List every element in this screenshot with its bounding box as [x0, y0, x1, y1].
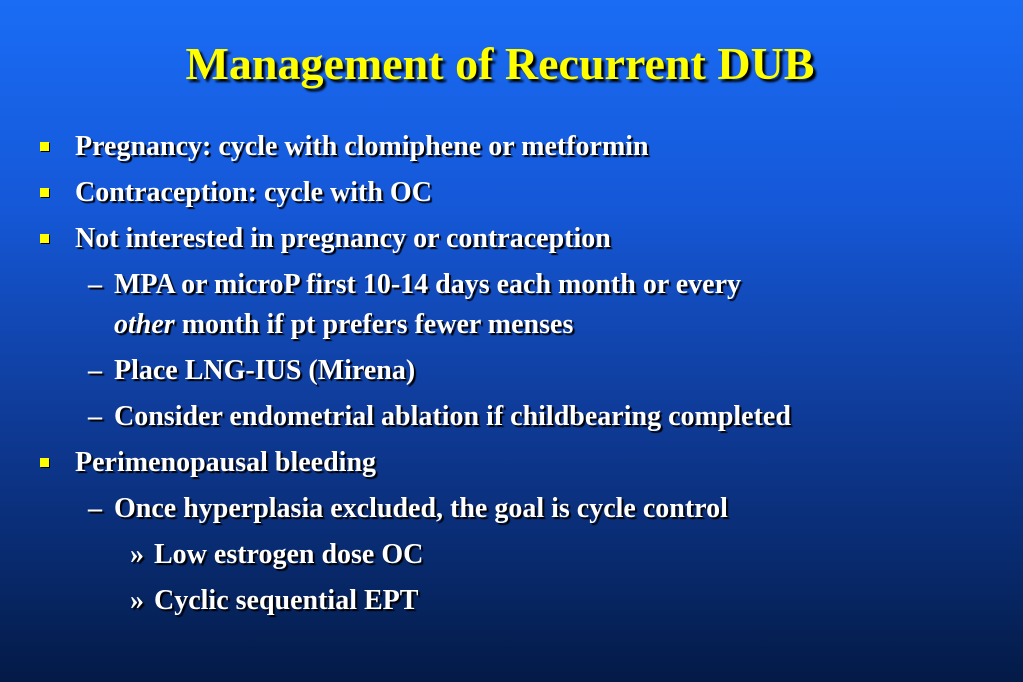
sub-bullet-text: Place LNG-IUS (Mirena): [114, 355, 416, 386]
sub-bullet-text: Once hyperplasia excluded, the goal is cycle control: [114, 493, 728, 524]
sub-sub-bullet-item: [36, 581, 996, 621]
bullet-list: [36, 127, 996, 627]
square-bullet-icon: [40, 234, 49, 243]
bullet-text: Perimenopausal bleeding: [75, 447, 377, 478]
sub-bullet-item: [36, 351, 996, 391]
bullet-text: Contraception: cycle with OC: [75, 177, 432, 208]
bullet-text: Not interested in pregnancy or contraception: [75, 223, 611, 254]
sub-bullet-item: [36, 265, 996, 345]
sub-bullet-item: [36, 397, 996, 437]
sub-bullet-item: [36, 489, 996, 529]
sub-bullet-text-rest: month if pt prefers fewer menses: [174, 309, 574, 340]
slide-title: Management of Recurrent DUB: [185, 38, 815, 89]
dash-marker: –: [88, 355, 102, 386]
dash-marker: –: [88, 401, 102, 432]
sub-bullet-text: Consider endometrial ablation if childbearing completed: [114, 401, 791, 432]
bullet-item: [36, 127, 996, 167]
raquo-marker: »: [130, 585, 144, 616]
bullet-text: Pregnancy: cycle with clomiphene or metformin: [75, 131, 649, 162]
square-bullet-icon: [40, 458, 49, 467]
sub-sub-bullet-text: Cyclic sequential EPT: [154, 585, 419, 616]
bullet-item: [36, 219, 996, 259]
raquo-marker: »: [130, 539, 144, 570]
italic-emphasis: other: [114, 309, 175, 340]
dash-marker: –: [88, 269, 102, 300]
bullet-item: [36, 443, 996, 483]
bullet-item: [36, 173, 996, 213]
sub-sub-bullet-item: [36, 535, 996, 575]
square-bullet-icon: [40, 188, 49, 197]
sub-bullet-text: [114, 265, 996, 345]
sub-bullet-text-line1: MPA or microP first 10-14 days each month or every: [114, 269, 742, 300]
sub-sub-bullet-text: Low estrogen dose OC: [154, 539, 424, 570]
square-bullet-icon: [40, 142, 49, 151]
dash-marker: –: [88, 493, 102, 524]
